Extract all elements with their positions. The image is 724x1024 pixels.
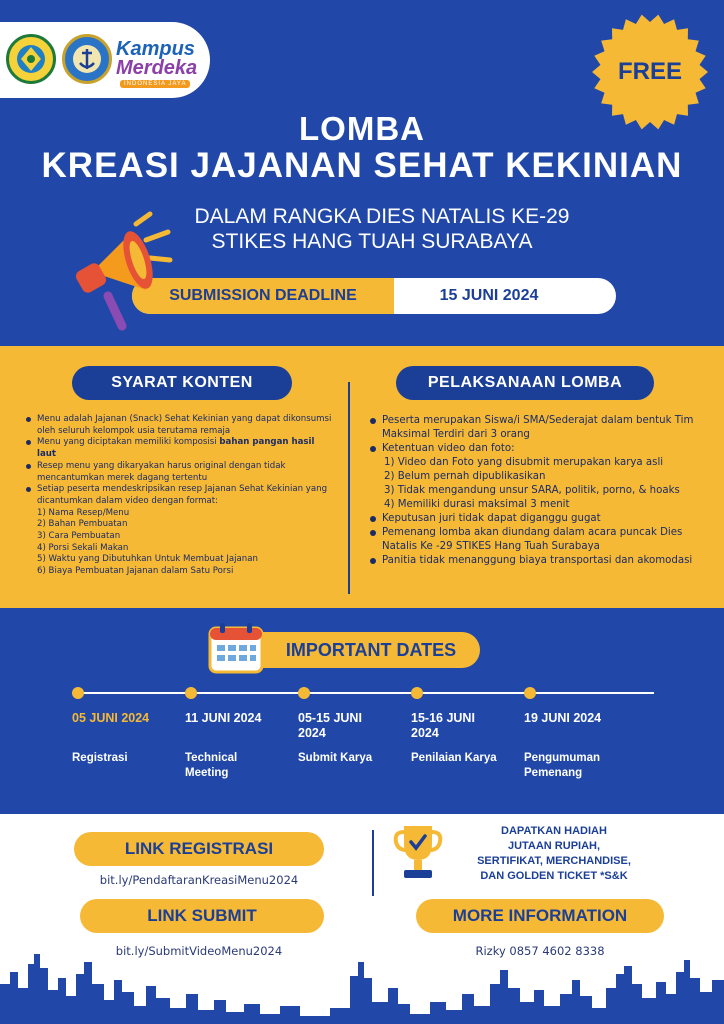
list-item: Peserta merupakan Siswa/i SMA/Sederajat dalam bentuk Tim Maksimal Terdiri dari 3 orang: [370, 414, 715, 442]
list-subitem: 2) Bahan Pembuatan: [37, 519, 128, 530]
city-skyline-decoration: [0, 944, 724, 1024]
timeline-date: 05-15 JUNI 2024: [298, 711, 362, 740]
pelaksanaan-list: [370, 414, 715, 568]
list-subitem: 2) Belum pernah dipublikasikan: [384, 471, 546, 482]
stikes-seal-logo: [62, 34, 112, 84]
dates-heading: IMPORTANT DATES: [242, 632, 480, 668]
timeline-line: [76, 692, 654, 694]
timeline-event: Technical Meeting: [185, 752, 238, 779]
list-item-text: Menu yang diciptakan memiliki komposisi: [37, 437, 220, 448]
title-line1: LOMBA: [299, 110, 425, 147]
subtitle-line1: DALAM RANGKA DIES NATALIS KE-29: [194, 205, 570, 228]
timeline-date: 11 JUNI 2024: [185, 711, 262, 725]
list-item: Resep menu yang dikaryakan harus original dengan tidak mencantumkan merek dagang tertentu: [26, 461, 336, 484]
free-label: FREE: [617, 58, 682, 85]
timeline-event: Submit Karya: [298, 752, 373, 764]
list-item: Setiap peserta mendeskripsikan resep Jajanan Sehat Kekinian yang dicantumkan dalam video dengan format:: [26, 484, 336, 507]
prize-line: JUTAAN RUPIAH,: [507, 840, 601, 852]
timeline-event: Penilaian Karya: [411, 752, 497, 764]
timeline-date: 15-16 JUNI 2024: [411, 711, 475, 740]
link-submit-heading: LINK SUBMIT: [80, 899, 324, 933]
syarat-list: [26, 414, 336, 578]
yayasan-seal-logo: [6, 34, 56, 84]
section-divider: [348, 382, 350, 594]
timeline-date: 19 JUNI 2024: [524, 711, 602, 725]
footer-divider: [372, 830, 374, 896]
brand-sub: INDONESIA JAYA: [120, 80, 190, 88]
timeline-dot: [72, 687, 84, 699]
prize-line: DAPATKAN HADIAH: [501, 825, 607, 837]
deadline-label: SUBMISSION DEADLINE: [132, 278, 394, 314]
list-subitem: 3) Tidak mengandung unsur SARA, politik, porno, & hoaks: [384, 485, 680, 496]
list-subitem: 4) Porsi Sekali Makan: [37, 542, 129, 553]
trophy-icon: [392, 822, 444, 882]
kampus-merdeka-logo: [116, 40, 197, 78]
list-subitem: 1) Nama Resep/Menu: [37, 507, 130, 518]
timeline-dot: [411, 687, 423, 699]
timeline-dot: [185, 687, 197, 699]
prize-line: SERTIFIKAT, MERCHANDISE,: [477, 855, 631, 867]
list-item: Keputusan juri tidak dapat diganggu gugat: [370, 512, 715, 526]
submit-link[interactable]: bit.ly/SubmitVideoMenu2024: [115, 944, 283, 958]
subtitle-line2: STIKES HANG TUAH SURABAYA: [211, 230, 533, 253]
timeline-dot: [524, 687, 536, 699]
timeline-dot: [298, 687, 310, 699]
list-item: Ketentuan video dan foto:: [370, 442, 715, 456]
brand-line2: Merdeka: [116, 57, 198, 79]
list-item: Panitia tidak menanggung biaya transportasi dan akomodasi: [370, 554, 715, 568]
title-line2: KREASI JAJANAN SEHAT KEKINIAN: [41, 146, 683, 185]
anchor-emblem-icon: [65, 37, 109, 81]
link-registrasi-heading: LINK REGISTRASI: [74, 832, 324, 866]
list-subitem: 6) Biaya Pembuatan Jajanan dalam Satu Porsi: [37, 566, 234, 577]
list-item: Menu adalah Jajanan (Snack) Sehat Kekinian yang dapat dikonsumsi oleh seluruh kelompok usia terutama remaja: [26, 414, 336, 437]
contact-info: Rizky 0857 4602 8338: [475, 944, 605, 958]
timeline-event: Registrasi: [72, 752, 128, 764]
megaphone-icon: [74, 210, 194, 335]
brand-line1: Kampus: [116, 38, 195, 60]
list-item-bold: bahan pangan hasil laut: [37, 437, 315, 460]
timeline-date: 05 JUNI 2024: [72, 711, 150, 725]
deadline-date: 15 JUNI 2024: [439, 287, 539, 304]
timeline-event: Pengumuman Pemenang: [524, 752, 601, 779]
list-subitem: 5) Waktu yang Dibutuhkan Untuk Membuat Jajanan: [37, 554, 258, 565]
list-item: Pemenang lomba akan diundang dalam acara puncak Dies Natalis Ke -29 STIKES Hang Tuah Surabaya: [370, 526, 715, 554]
list-item: [26, 437, 336, 460]
pelaksanaan-heading: PELAKSANAAN LOMBA: [396, 366, 654, 400]
seal-emblem-icon: [9, 37, 53, 81]
list-subitem: 1) Video dan Foto yang disubmit merupakan karya asli: [384, 457, 664, 468]
calendar-icon: [208, 622, 264, 674]
prize-text: [448, 824, 660, 884]
prize-line: DAN GOLDEN TICKET *S&K: [480, 870, 628, 882]
registrasi-link[interactable]: bit.ly/PendaftaranKreasiMenu2024: [99, 873, 299, 887]
more-information-heading: MORE INFORMATION: [416, 899, 664, 933]
syarat-heading: SYARAT KONTEN: [72, 366, 292, 400]
list-subitem: 4) Memiliki durasi maksimal 3 menit: [384, 499, 570, 510]
list-subitem: 3) Cara Pembuatan: [37, 531, 121, 542]
